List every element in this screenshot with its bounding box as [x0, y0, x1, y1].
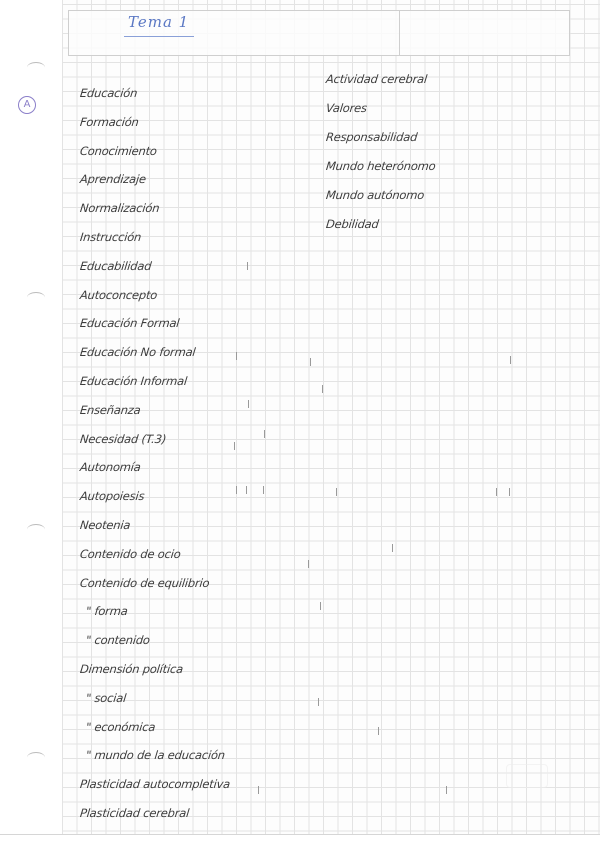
term-item: Mundo heterónomo [325, 159, 437, 173]
term-item: Educación No formal [79, 345, 197, 360]
term-item: Plasticidad cerebral [79, 806, 190, 820]
pen-tick [308, 560, 309, 568]
term-item: Plasticidad autocompletiva [79, 777, 231, 792]
header-divider [399, 11, 400, 55]
pen-tick [248, 400, 249, 408]
term-item: Actividad cerebral [325, 72, 428, 86]
pen-tick [310, 358, 311, 366]
term-item: " económica [85, 719, 157, 734]
title-underline [124, 36, 194, 37]
term-item: Contenido de ocio [79, 546, 182, 561]
pen-tick [258, 786, 259, 794]
pen-tick [236, 486, 237, 494]
term-item: Conocimiento [79, 143, 158, 158]
pen-tick [246, 486, 247, 494]
term-item: " social [85, 690, 127, 705]
term-item: Instrucción [79, 230, 142, 244]
term-item: Contenido de equilibrio [79, 575, 211, 590]
pen-tick [234, 442, 235, 450]
pen-tick [446, 786, 447, 794]
pen-tick [236, 352, 237, 360]
term-item: Educación Formal [79, 316, 181, 331]
term-item: Enseñanza [79, 402, 142, 417]
term-item: Necesidad (T.3) [79, 431, 167, 446]
faint-stamp [506, 764, 548, 788]
margin-circle-mark: A [18, 96, 36, 114]
pen-tick [320, 602, 321, 610]
term-item: Autoconcepto [79, 287, 158, 302]
pen-tick [510, 356, 511, 364]
term-item: " mundo de la educación [85, 748, 226, 763]
term-item: Dimensión política [79, 662, 184, 676]
page-title: Tema 1 [128, 13, 190, 31]
term-item: " contenido [85, 633, 151, 648]
term-item: Neotenia [79, 518, 131, 532]
pen-tick [264, 430, 265, 438]
term-item: Autopoiesis [79, 489, 146, 504]
pen-tick [322, 385, 323, 393]
term-item: " forma [85, 604, 129, 619]
pen-tick [509, 488, 510, 496]
term-item: Educabilidad [79, 258, 153, 273]
term-item: Mundo autónomo [325, 188, 425, 202]
term-item: Autonomía [79, 460, 142, 475]
pen-tick [392, 544, 393, 552]
term-item: Educación [79, 86, 139, 100]
pen-tick [378, 727, 379, 735]
term-item: Educación Informal [79, 374, 188, 388]
term-item: Formación [79, 114, 140, 129]
page-margin [0, 0, 62, 848]
pen-tick [263, 486, 264, 494]
term-item: Valores [325, 101, 368, 115]
term-item: Aprendizaje [79, 172, 147, 187]
binder-hole [27, 292, 45, 303]
pen-tick [496, 488, 497, 496]
page-bottom-edge [0, 834, 600, 848]
binder-hole [27, 752, 45, 763]
pen-tick [318, 698, 319, 706]
term-item: Debilidad [325, 217, 380, 231]
pen-tick [247, 262, 248, 270]
binder-hole [27, 62, 45, 73]
binder-hole [27, 524, 45, 535]
term-item: Normalización [79, 201, 161, 216]
term-item: Responsabilidad [325, 130, 419, 144]
pen-tick [336, 488, 337, 496]
